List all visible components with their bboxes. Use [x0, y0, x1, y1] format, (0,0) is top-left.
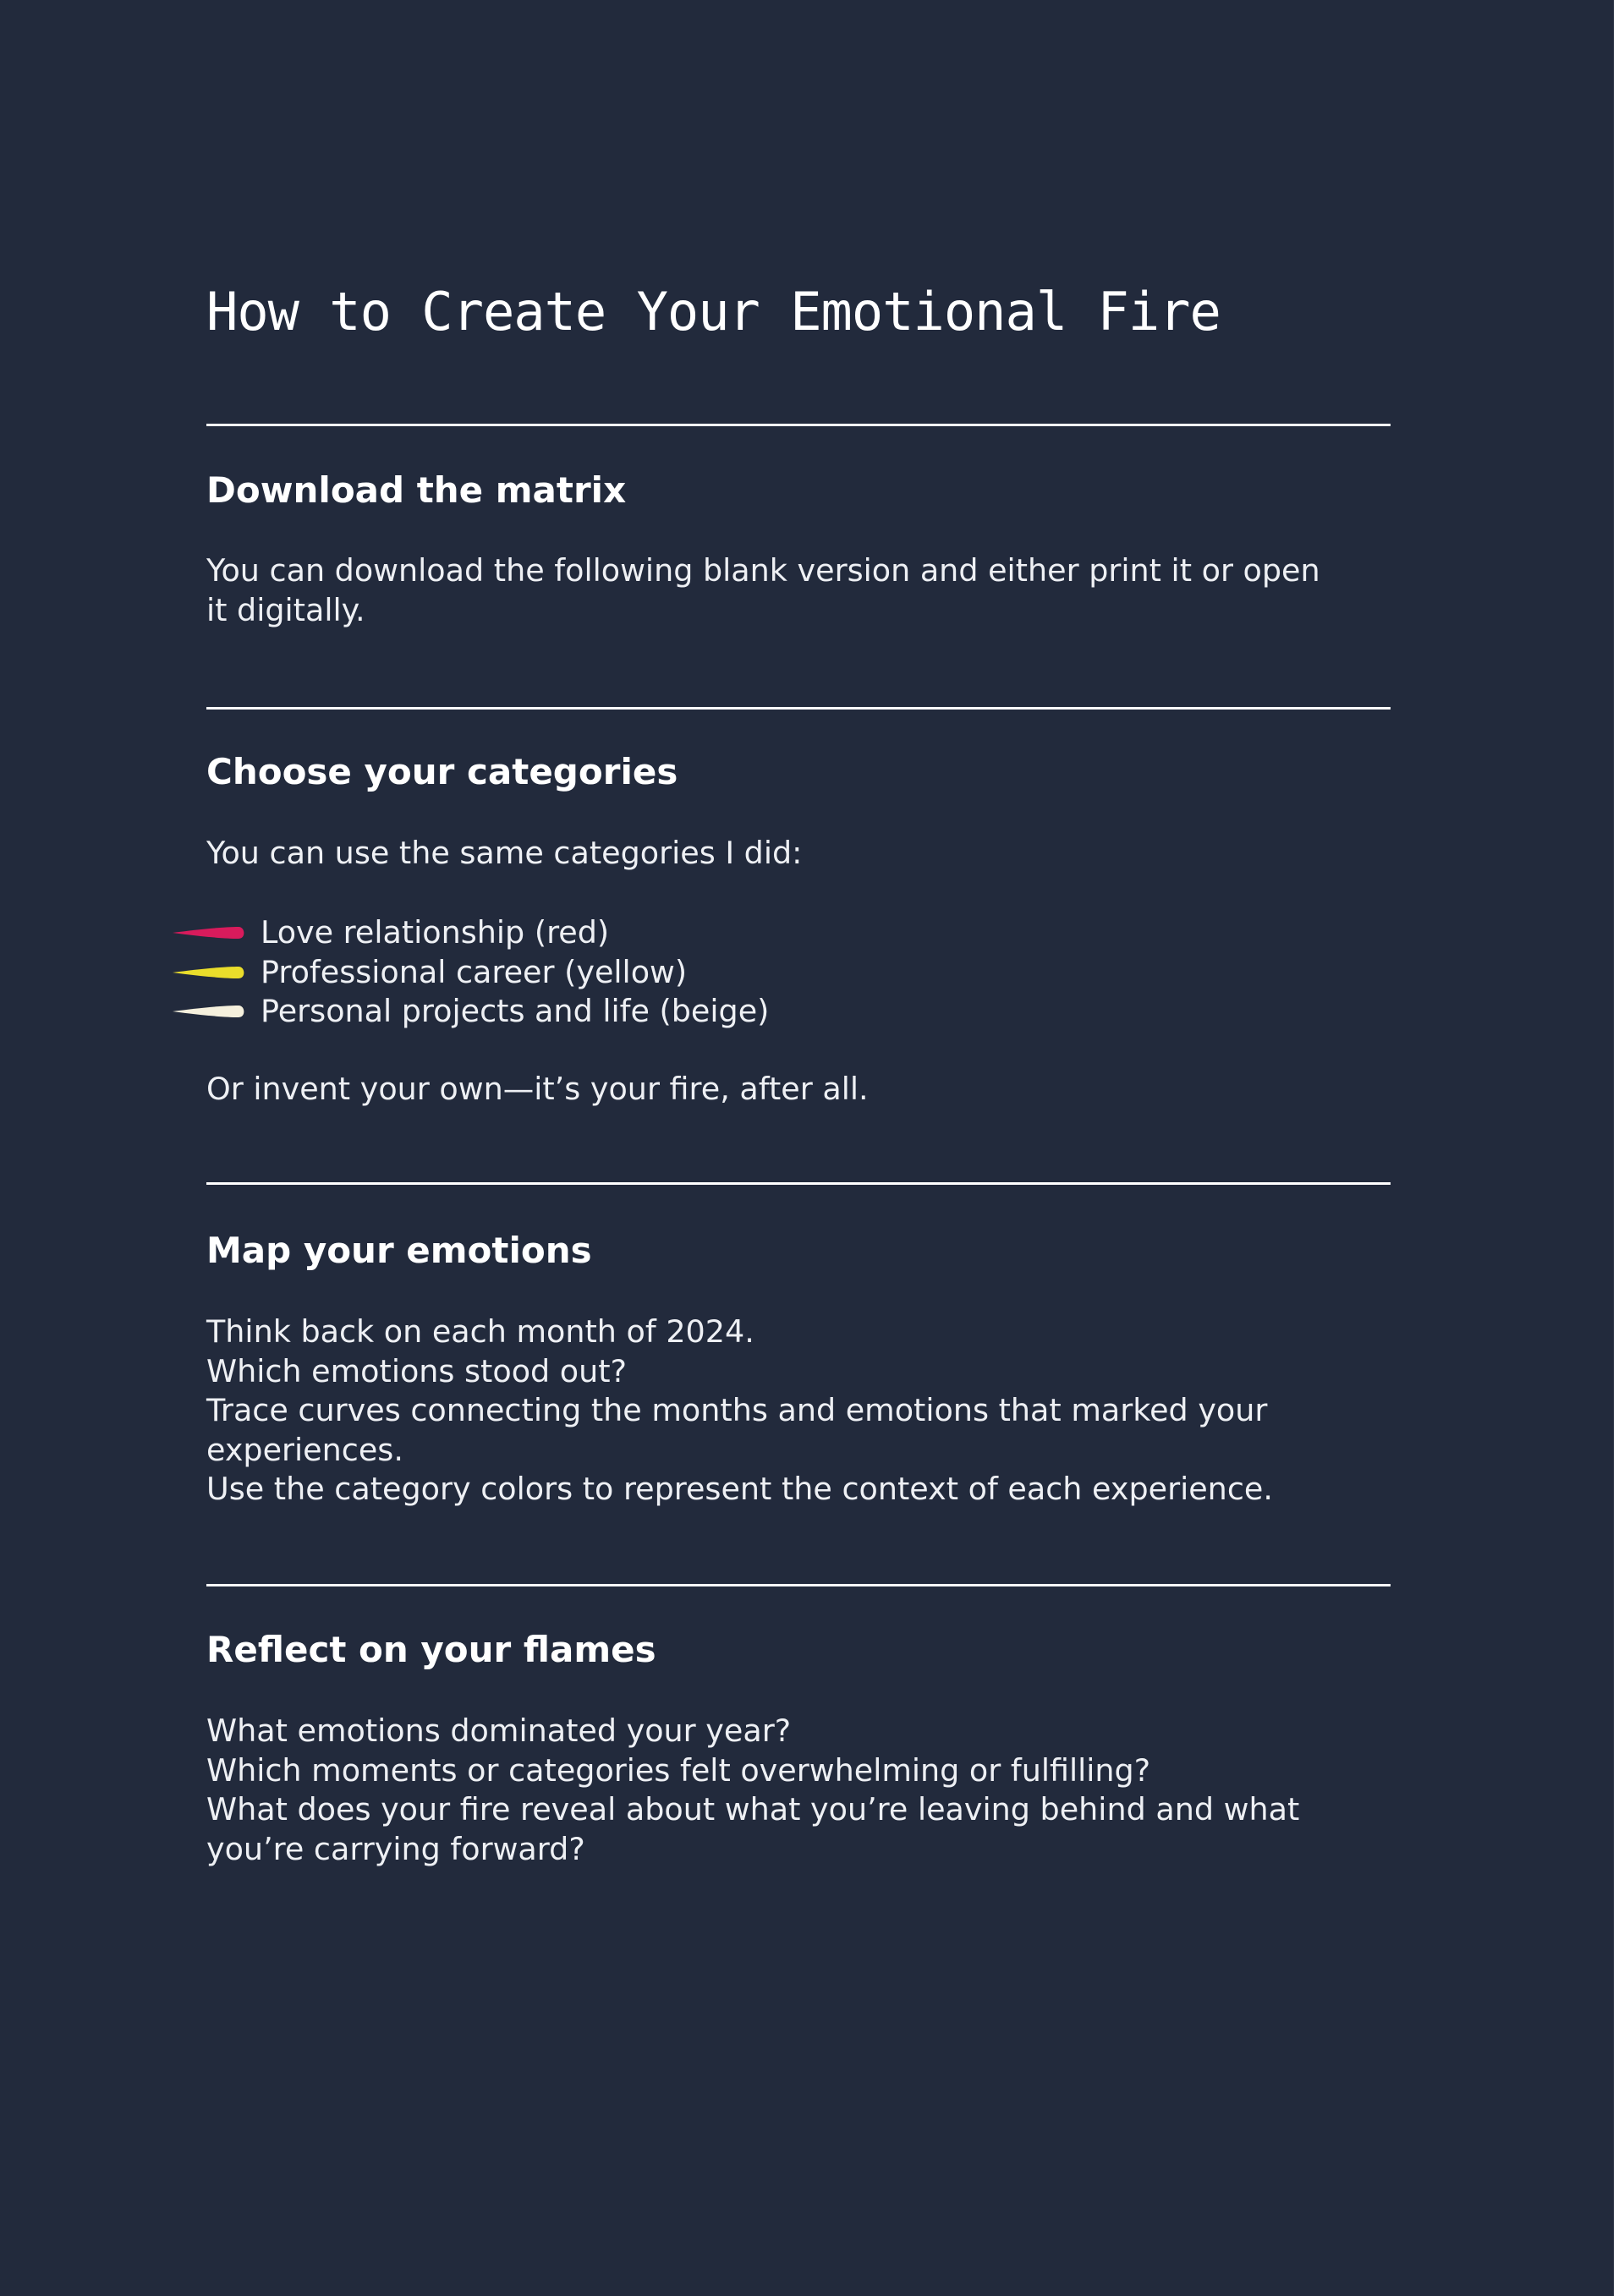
reflect-text	[206, 1712, 1407, 1869]
text-line: Think back on each month of 2024.	[206, 1313, 754, 1350]
text-line: it digitally.	[206, 591, 365, 628]
section-title-categories: Choose your categories	[206, 751, 678, 792]
text-line: You can use the same categories I did:	[206, 835, 803, 871]
category-label: Professional career (yellow)	[261, 953, 688, 990]
red-flame-icon	[173, 924, 247, 941]
section-title-reflect: Reflect on your flames	[206, 1629, 656, 1670]
section-divider	[206, 424, 1391, 426]
map-text	[206, 1312, 1407, 1510]
text-line: you’re carrying forward?	[206, 1830, 585, 1867]
text-line: Use the category colors to represent the context of each experience.	[206, 1471, 1273, 1507]
category-label: Love relationship (red)	[261, 914, 610, 951]
text-line: Trace curves connecting the months and emotions that marked your	[206, 1392, 1268, 1428]
category-label: Personal projects and life (beige)	[261, 993, 770, 1029]
section-title-download: Download the matrix	[206, 469, 627, 511]
category-list	[173, 913, 769, 1032]
yellow-flame-icon	[173, 964, 247, 981]
text-line: Or invent your own—it’s your fire, after all.	[206, 1071, 869, 1107]
text-line: What does your fire reveal about what you’re leaving behind and what	[206, 1791, 1300, 1827]
section-divider	[206, 1584, 1391, 1586]
category-item-love	[173, 913, 769, 953]
categories-intro	[206, 834, 1407, 874]
page-edge	[1614, 0, 1624, 2296]
section-divider	[206, 1182, 1391, 1185]
text-line: Which moments or categories felt overwhelming or fulfilling?	[206, 1751, 1151, 1789]
section-title-map: Map your emotions	[206, 1230, 592, 1271]
download-text	[206, 551, 1407, 630]
text-line: Which emotions stood out?	[206, 1352, 627, 1389]
text-line: What emotions dominated your year?	[206, 1712, 792, 1749]
categories-outro	[206, 1070, 1407, 1110]
page-title: How to Create Your Emotional Fire	[206, 281, 1221, 342]
text-line: You can download the following blank version and either print it or open	[206, 552, 1320, 589]
beige-flame-icon	[173, 1003, 247, 1020]
text-line: experiences.	[206, 1431, 403, 1468]
category-item-personal	[173, 992, 769, 1032]
section-divider	[206, 707, 1391, 710]
category-item-career	[173, 953, 769, 993]
